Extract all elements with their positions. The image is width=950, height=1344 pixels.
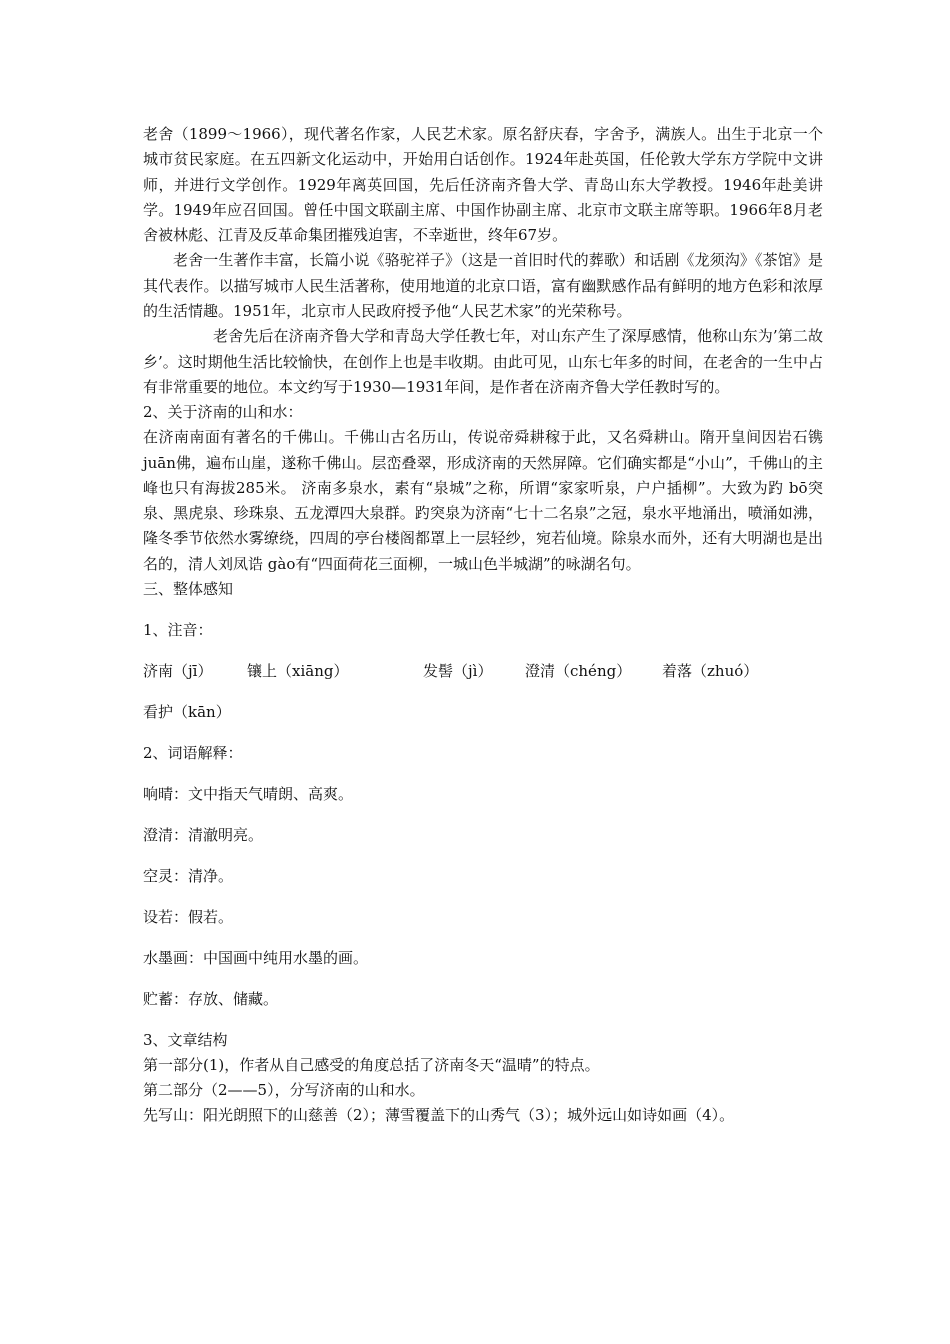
section-heading-mountains-water: 2、关于济南的山和水： (143, 403, 303, 422)
author-bio-paragraph: 老舍（1899～1966），现代著名作家，人民艺术家。原名舒庆春，字舍予，满族人。出生于北京一个城市贫民家庭。在五四新文化运动中，开始用白话创作。1924年赴英国，任伦敦大学东方学院中文讲师，并进行文学创作。1929年离英回国，先后任济南齐鲁大学、青岛山东大学教授。1946年赴美讲学。1949年应召回国。曾任中国文联副主席、中国作协副主席、北京市文联主席等职。1966年8月老舍被林彪、江青及反革命集团摧残迫害，不幸逝世，终年67岁。 (143, 125, 823, 245)
vocab-item: 澄清：清澈明亮。 (143, 826, 264, 845)
structure-item: 第一部分(1)，作者从自己感受的角度总括了济南冬天“温晴”的特点。 (143, 1056, 600, 1075)
structure-item: 先写山：阳光朗照下的山慈善（2）；薄雪覆盖下的山秀气（3）；城外远山如诗如画（4）。 (143, 1106, 735, 1125)
pinyin-list (143, 659, 823, 684)
shandong-paragraph: 老舍先后在济南齐鲁大学和青岛大学任教七年，对山东产生了深厚感情，他称山东为’第二故乡’。这时期他生活比较愉快，在创作上也是丰收期。由此可见，山东七年多的时间，在老舍的一生中占有非常重要的地位。本文约写于1930—1931年间，是作者在济南齐鲁大学任教时写的。 (143, 327, 823, 396)
section-heading-overview: 三、整体感知 (143, 580, 234, 599)
structure-item: 第二部分（2——5），分写济南的山和水。 (143, 1081, 425, 1100)
pinyin-item: 看护（kān） (143, 703, 231, 722)
vocab-item: 响晴：文中指天气晴朗、高爽。 (143, 785, 354, 804)
pinyin-item: 镶上（xiāng） (247, 662, 349, 681)
vocab-item: 水墨画：中国画中纯用水墨的画。 (143, 949, 369, 968)
pinyin-item: 着落（zhuó） (662, 662, 759, 681)
vocab-item: 贮蓄：存放、储藏。 (143, 990, 279, 1009)
vocab-heading: 2、词语解释： (143, 744, 243, 763)
document-body (143, 122, 823, 1128)
pinyin-item: 发髻（jì） (423, 662, 493, 681)
pinyin-heading: 1、注音： (143, 621, 213, 640)
pinyin-item: 澄清（chéng） (525, 662, 632, 681)
mountains-water-paragraph: 在济南南面有著名的千佛山。千佛山古名历山，传说帝舜耕稼于此，又名舜耕山。隋开皇间因岩石镌 juān佛，遍布山崖，遂称千佛山。层峦叠翠，形成济南的天然屏障。它们确实都是“小山”，千佛山的主峰也只有海拔285米。 济南多泉水，素有“泉城”之称，所谓“家家听泉，户户插柳”。大致为趵 bō突泉、黑虎泉、珍珠泉、五龙潭四大泉群。趵突泉为济南“七十二名泉”之冠，泉水平地涌出，喷涌如沸，隆冬季节依然水雾缭绕，四周的亭台楼阁都罩上一层轻纱，宛若仙境。除泉水而外，还有大明湖也是出名的，清人刘凤诰 gào有“四面荷花三面柳，一城山色半城湖”的咏湖名句。 (143, 428, 823, 573)
pinyin-item: 济南（jī） (143, 662, 213, 681)
works-paragraph: 老舍一生著作丰富，长篇小说《骆驼祥子》（这是一首旧时代的葬歌）和话剧《龙须沟》《茶馆》是其代表作。以描写城市人民生活著称，使用地道的北京口语，富有幽默感作品有鲜明的地方色彩和浓厚的生活情趣。1951年，北京市人民政府授予他“人民艺术家”的光荣称号。 (143, 251, 823, 321)
vocab-item: 空灵：清净。 (143, 867, 234, 886)
vocab-item: 设若：假若。 (143, 908, 234, 927)
structure-heading: 3、文章结构 (143, 1031, 228, 1050)
